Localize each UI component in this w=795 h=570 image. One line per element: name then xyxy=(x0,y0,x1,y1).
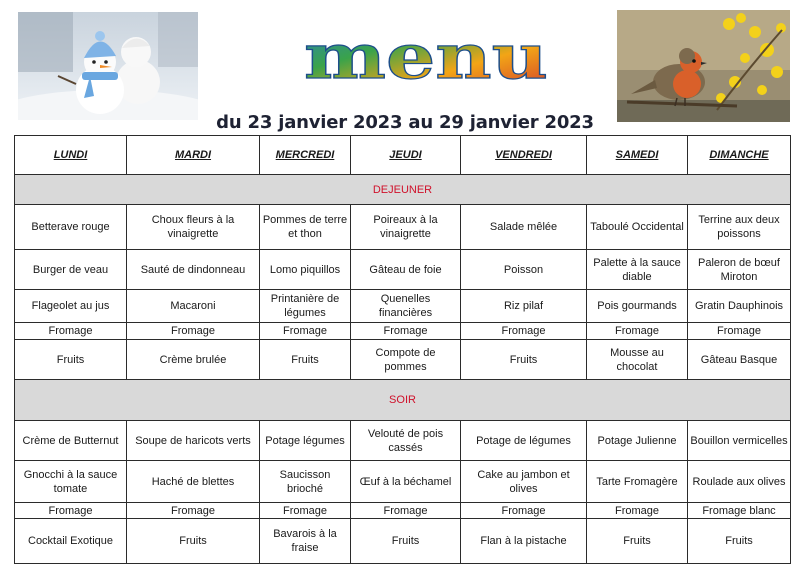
weekly-menu-table xyxy=(14,135,791,564)
meal-cell: Flageolet au jus xyxy=(15,290,127,323)
day-header-mardi: MARDI xyxy=(127,136,260,175)
section-dejeuner xyxy=(15,175,791,205)
meal-cell: Fromage xyxy=(461,503,587,519)
meal-cell: Choux fleurs à la vinaigrette xyxy=(127,205,260,250)
meal-cell: Fromage xyxy=(15,323,127,340)
table-row xyxy=(15,421,791,461)
meal-cell: Macaroni xyxy=(127,290,260,323)
meal-cell: Fromage xyxy=(260,323,351,340)
meal-cell: Flan à la pistache xyxy=(461,519,587,564)
meal-cell: Gnocchi à la sauce tomate xyxy=(15,461,127,503)
table-row xyxy=(15,340,791,380)
day-header-lundi: LUNDI xyxy=(15,136,127,175)
meal-cell: Fromage xyxy=(688,323,791,340)
menu-period-title: du 23 janvier 2023 au 29 janvier 2023 xyxy=(216,112,594,133)
meal-cell: Fromage blanc xyxy=(688,503,791,519)
meal-cell: Œuf à la béchamel xyxy=(351,461,461,503)
meal-cell: Betterave rouge xyxy=(15,205,127,250)
day-header-row xyxy=(15,136,791,175)
table-row xyxy=(15,503,791,519)
meal-cell: Taboulé Occidental xyxy=(587,205,688,250)
meal-cell: Fromage xyxy=(587,323,688,340)
table-row xyxy=(15,323,791,340)
meal-cell: Quenelles financières xyxy=(351,290,461,323)
day-header-mercredi: MERCREDI xyxy=(260,136,351,175)
meal-cell: Sauté de dindonneau xyxy=(127,250,260,290)
logo-text: menu xyxy=(304,30,548,88)
meal-cell: Fruits xyxy=(688,519,791,564)
meal-cell: Poisson xyxy=(461,250,587,290)
section-label-dejeuner: DEJEUNER xyxy=(15,175,791,205)
meal-cell: Riz pilaf xyxy=(461,290,587,323)
table-row xyxy=(15,290,791,323)
section-soir xyxy=(15,380,791,421)
meal-cell: Potage Julienne xyxy=(587,421,688,461)
meal-cell: Crème de Butternut xyxy=(15,421,127,461)
section-label-soir: SOIR xyxy=(15,380,791,421)
robin-bird-photo xyxy=(617,10,790,122)
meal-cell: Fruits xyxy=(260,340,351,380)
meal-cell: Paleron de bœuf Miroton xyxy=(688,250,791,290)
meal-cell: Gratin Dauphinois xyxy=(688,290,791,323)
meal-cell: Fromage xyxy=(260,503,351,519)
meal-cell: Haché de blettes xyxy=(127,461,260,503)
day-header-dimanche: DIMANCHE xyxy=(688,136,791,175)
meal-cell: Poireaux à la vinaigrette xyxy=(351,205,461,250)
table-row xyxy=(15,250,791,290)
meal-cell: Fromage xyxy=(127,503,260,519)
meal-cell: Potage de légumes xyxy=(461,421,587,461)
meal-cell: Palette à la sauce diable xyxy=(587,250,688,290)
meal-cell: Roulade aux olives xyxy=(688,461,791,503)
meal-cell: Fromage xyxy=(351,323,461,340)
meal-cell: Pommes de terre et thon xyxy=(260,205,351,250)
meal-cell: Fromage xyxy=(461,323,587,340)
meal-cell: Fromage xyxy=(351,503,461,519)
meal-cell: Gâteau de foie xyxy=(351,250,461,290)
meal-cell: Velouté de pois cassés xyxy=(351,421,461,461)
meal-cell: Cake au jambon et olives xyxy=(461,461,587,503)
meal-cell: Fromage xyxy=(15,503,127,519)
meal-cell: Fruits xyxy=(15,340,127,380)
meal-cell: Gâteau Basque xyxy=(688,340,791,380)
menu-logo xyxy=(300,30,552,88)
day-header-vendredi: VENDREDI xyxy=(461,136,587,175)
meal-cell: Crème brulée xyxy=(127,340,260,380)
table-row xyxy=(15,461,791,503)
meal-cell: Fruits xyxy=(127,519,260,564)
meal-cell: Saucisson brioché xyxy=(260,461,351,503)
meal-cell: Lomo piquillos xyxy=(260,250,351,290)
meal-cell: Bouillon vermicelles xyxy=(688,421,791,461)
snowman-photo xyxy=(18,12,198,120)
day-header-jeudi: JEUDI xyxy=(351,136,461,175)
meal-cell: Mousse au chocolat xyxy=(587,340,688,380)
meal-cell: Burger de veau xyxy=(15,250,127,290)
meal-cell: Compote de pommes xyxy=(351,340,461,380)
meal-cell: Soupe de haricots verts xyxy=(127,421,260,461)
meal-cell: Salade mêlée xyxy=(461,205,587,250)
meal-cell: Fruits xyxy=(461,340,587,380)
meal-cell: Fruits xyxy=(587,519,688,564)
meal-cell: Potage légumes xyxy=(260,421,351,461)
meal-cell: Bavarois à la fraise xyxy=(260,519,351,564)
meal-cell: Tarte Fromagère xyxy=(587,461,688,503)
meal-cell: Printanière de légumes xyxy=(260,290,351,323)
meal-cell: Fromage xyxy=(127,323,260,340)
table-row xyxy=(15,205,791,250)
meal-cell: Terrine aux deux poissons xyxy=(688,205,791,250)
meal-cell: Fromage xyxy=(587,503,688,519)
table-row xyxy=(15,519,791,564)
day-header-samedi: SAMEDI xyxy=(587,136,688,175)
meal-cell: Fruits xyxy=(351,519,461,564)
meal-cell: Pois gourmands xyxy=(587,290,688,323)
meal-cell: Cocktail Exotique xyxy=(15,519,127,564)
